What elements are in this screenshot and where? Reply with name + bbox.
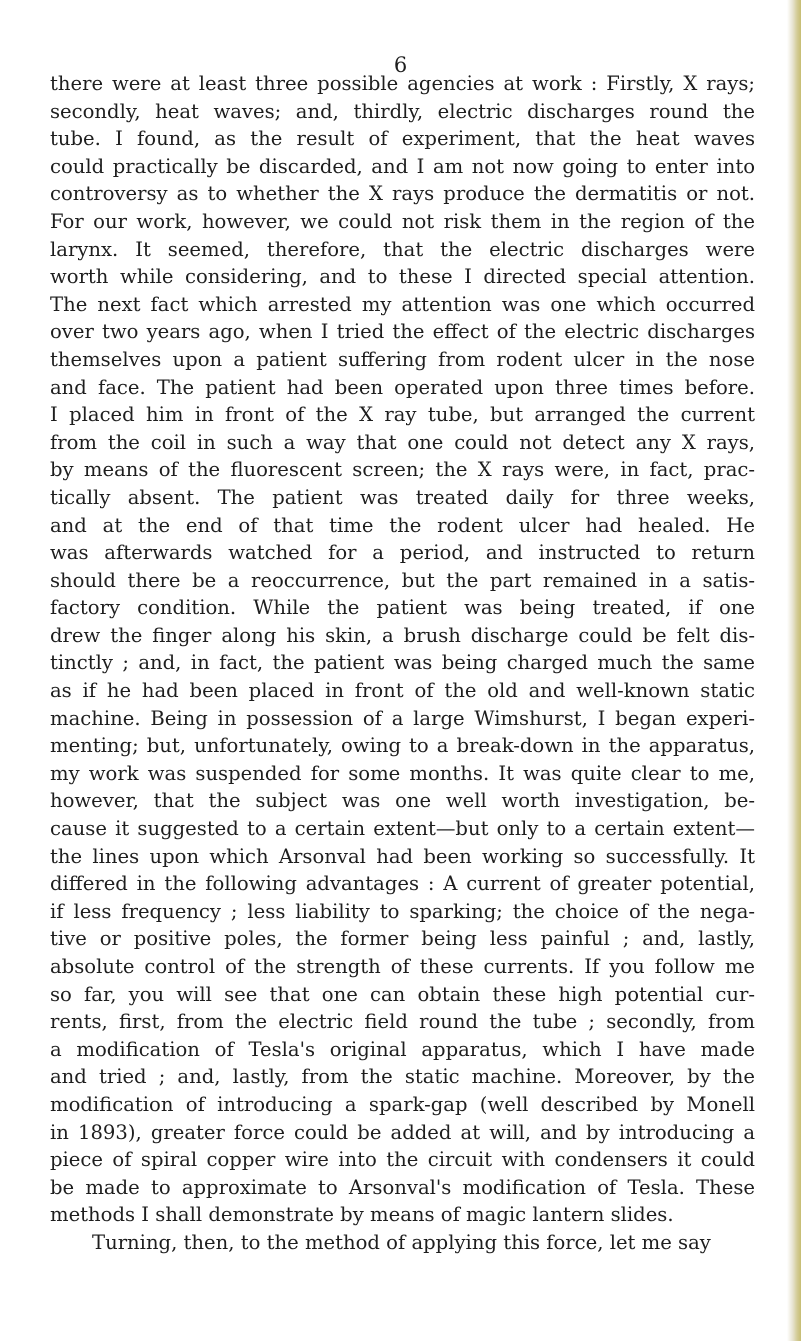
text-line: from the coil in such a way that one could not detect any X rays, — [50, 430, 755, 454]
body-paragraph — [50, 70, 755, 1257]
text-line: tinctly ; and, in fact, the patient was being charged much the same — [50, 651, 755, 675]
text-line: larynx. It seemed, therefore, that the electric discharges were — [50, 237, 755, 261]
text-line: For our work, however, we could not risk them in the region of the — [50, 209, 755, 233]
text-line: was afterwards watched for a period, and instructed to return — [50, 541, 755, 565]
text-line: be made to approximate to Arsonval's modification of Tesla. These — [50, 1175, 755, 1199]
text-line: secondly, heat waves; and, thirdly, electric discharges round the — [50, 99, 755, 123]
text-line: however, that the subject was one well worth investigation, be- — [50, 789, 755, 813]
text-line: my work was suspended for some months. It was quite clear to me, — [50, 761, 755, 785]
text-line: so far, you will see that one can obtain these high potential cur- — [50, 982, 755, 1006]
page-number: 6 — [393, 53, 408, 77]
text-line: The next fact which arrested my attention was one which occurred — [50, 292, 755, 316]
text-line: if less frequency ; less liability to sparking; the choice of the nega- — [50, 899, 755, 923]
text-line: in 1893), greater force could be added at will, and by introducing a — [50, 1120, 755, 1144]
text-line: cause it suggested to a certain extent—but only to a certain extent— — [50, 817, 755, 841]
text-line: and face. The patient had been operated upon three times before. — [50, 375, 755, 399]
text-line: tically absent. The patient was treated daily for three weeks, — [50, 485, 755, 509]
text-line: tive or positive poles, the former being less painful ; and, lastly, — [50, 927, 755, 951]
text-line: and at the end of that time the rodent ulcer had healed. He — [50, 513, 755, 537]
text-line: tube. I found, as the result of experiment, that the heat waves — [50, 127, 755, 151]
text-line: as if he had been placed in front of the old and well-known static — [50, 679, 755, 703]
text-line: absolute control of the strength of these currents. If you follow me — [50, 955, 755, 978]
text-line: could practically be discarded, and I am not now going to enter into — [50, 154, 755, 178]
text-line: modification of introducing a spark-gap (well described by Monell — [50, 1092, 755, 1116]
text-line: differed in the following advantages : A current of greater potential, — [50, 872, 755, 896]
text-line: menting; but, unfortunately, owing to a break-down in the apparatus, — [50, 734, 755, 758]
text-line: piece of spiral copper wire into the circuit with condensers it could — [50, 1148, 755, 1172]
text-line: worth while considering, and to these I directed special attention. — [50, 265, 755, 289]
text-line: machine. Being in possession of a large Wimshurst, I began experi- — [50, 706, 755, 730]
text-line: and tried ; and, lastly, from the static machine. Moreover, by the — [50, 1065, 755, 1089]
text-line: the lines upon which Arsonval had been working so successfully. It — [50, 844, 755, 868]
text-line: over two years ago, when I tried the effect of the electric discharges — [50, 320, 755, 344]
text-line: methods I shall demonstrate by means of magic lantern slides. — [50, 1203, 674, 1227]
text-line: a modification of Tesla's original apparatus, which I have made — [50, 1037, 755, 1061]
text-line: Turning, then, to the method of applying this force, let me say — [92, 1230, 711, 1254]
text-line: factory condition. While the patient was being treated, if one — [50, 596, 755, 620]
text-line: themselves upon a patient suffering from rodent ulcer in the nose — [50, 347, 755, 371]
text-line: controversy as to whether the X rays produce the dermatitis or not. — [50, 182, 755, 206]
text-line: there were at least three possible agencies at work : Firstly, X rays; — [50, 72, 755, 95]
text-line: by means of the fluorescent screen; the X rays were, in fact, prac- — [50, 458, 755, 482]
text-line: should there be a reoccurrence, but the part remained in a satis- — [50, 568, 755, 592]
text-line: drew the finger along his skin, a brush discharge could be felt dis- — [50, 623, 755, 647]
text-line: I placed him in front of the X ray tube, but arranged the current — [50, 403, 755, 427]
page-edge-shading — [787, 0, 801, 1341]
text-line: rents, first, from the electric field round the tube ; secondly, from — [50, 1010, 755, 1034]
